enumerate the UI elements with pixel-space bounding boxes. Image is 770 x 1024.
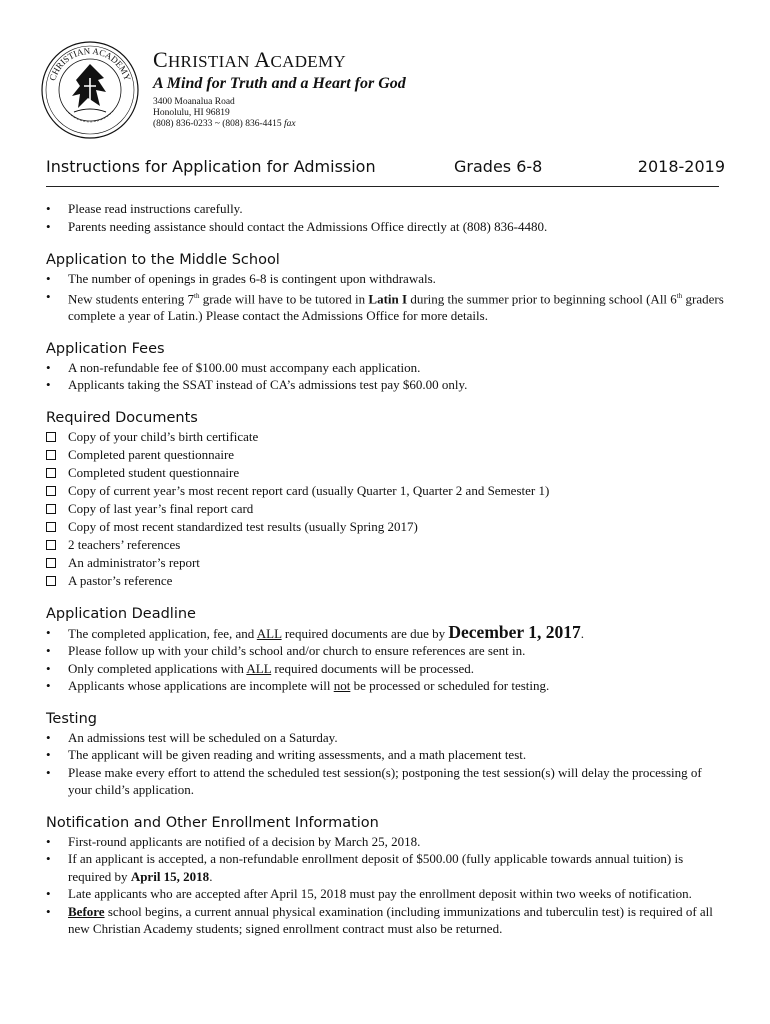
list-item: • The applicant will be given reading and writing assessments, and a math placement test. [46,746,726,764]
list-item: • Before school begins, a current annual physical examination (including immunizations and tuberculin test) is required of all new Christian Academy students; signed enrollment contract must also be returned. [46,903,726,938]
section-heading-fees: Application Fees [46,340,165,357]
checkbox-icon [46,540,56,550]
section-heading-testing: Testing [46,710,97,727]
documents-checklist [46,428,726,590]
list-item: • First-round applicants are notified of a decision by March 25, 2018. [46,833,726,851]
checklist-item: Copy of your child’s birth certificate [46,428,726,446]
checklist-item: Completed student questionnaire [46,464,726,482]
list-item: • Please follow up with your child’s school and/or church to ensure references are sent in. [46,642,726,660]
checkbox-icon [46,450,56,460]
checkbox-icon [46,522,56,532]
checklist-item: A pastor’s reference [46,572,726,590]
svg-text:CHRISTIAN ACADEMY: CHRISTIAN ACADEMY [47,45,133,82]
school-motto: A Mind for Truth and a Heart for God [153,75,406,92]
document-title: Instructions for Application for Admission [46,157,376,176]
list-item: • Applicants whose applications are incomplete will not be processed or scheduled for testing. [46,677,726,695]
middle-school-list [46,270,726,325]
list-item: • Only completed applications with ALL required documents will be processed. [46,660,726,678]
list-item: • If an applicant is accepted, a non-refundable enrollment deposit of $500.00 (fully applicable towards annual tuition) is required by April 15, 2018. [46,850,726,885]
checklist-item: An administrator’s report [46,554,726,572]
checklist-item: Copy of current year’s most recent report card (usually Quarter 1, Quarter 2 and Semester 1) [46,482,726,500]
checkbox-icon [46,576,56,586]
section-heading-middle-school: Application to the Middle School [46,252,280,268]
testing-list [46,729,726,799]
checklist-item: Completed parent questionnaire [46,446,726,464]
list-item: • The number of openings in grades 6-8 is contingent upon withdrawals. [46,270,726,288]
checkbox-icon [46,486,56,496]
list-item: • Parents needing assistance should contact the Admissions Office directly at (808) 836-4480. [46,218,726,236]
checkbox-icon [46,558,56,568]
school-name: CHRISTIAN ACADEMY [153,47,346,72]
fees-list [46,359,726,394]
notification-list [46,833,726,938]
list-item: • New students entering 7th grade will have to be tutored in Latin I during the summer prior to beginning school (All 6th graders complete a year of Latin.) Please contact the Admissions Office for more details. [46,288,726,325]
section-heading-documents: Required Documents [46,409,198,426]
checklist-item: Copy of last year’s final report card [46,500,726,518]
deadline-list [46,621,726,695]
school-year: 2018-2019 [637,157,725,176]
title-divider [46,186,719,187]
school-seal-logo [40,40,140,140]
school-address: 3400 Moanalua Road Honolulu, HI 96819 (808) 836-0233 ~ (808) 836-4415 fax [153,97,296,129]
list-item: • An admissions test will be scheduled on a Saturday. [46,729,726,747]
list-item: • Applicants taking the SSAT instead of CA’s admissions test pay $60.00 only. [46,376,726,394]
grades-label: Grades 6-8 [454,157,543,176]
checklist-item: 2 teachers’ references [46,536,726,554]
deadline-date: December 1, 2017 [448,621,581,642]
section-heading-deadline: Application Deadline [46,605,196,622]
document-title-row [46,157,725,181]
checkbox-icon [46,432,56,442]
intro-list [46,200,726,235]
checkbox-icon [46,468,56,478]
instructions-body [46,200,726,938]
list-item: • The completed application, fee, and ALL required documents are due by December 1, 2017. [46,624,726,643]
checkbox-icon [46,504,56,514]
school-header [153,49,406,130]
list-item: • Late applicants who are accepted after April 15, 2018 must pay the enrollment deposit within two weeks of notification. [46,885,726,903]
section-heading-notification: Notification and Other Enrollment Information [46,814,379,831]
checklist-item: Copy of most recent standardized test results (usually Spring 2017) [46,518,726,536]
list-item: • Please make every effort to attend the scheduled test session(s); postponing the test session(s) will delay the processing of your child’s application. [46,764,726,799]
list-item: • A non-refundable fee of $100.00 must accompany each application. [46,359,726,377]
list-item: • Please read instructions carefully. [46,200,726,218]
